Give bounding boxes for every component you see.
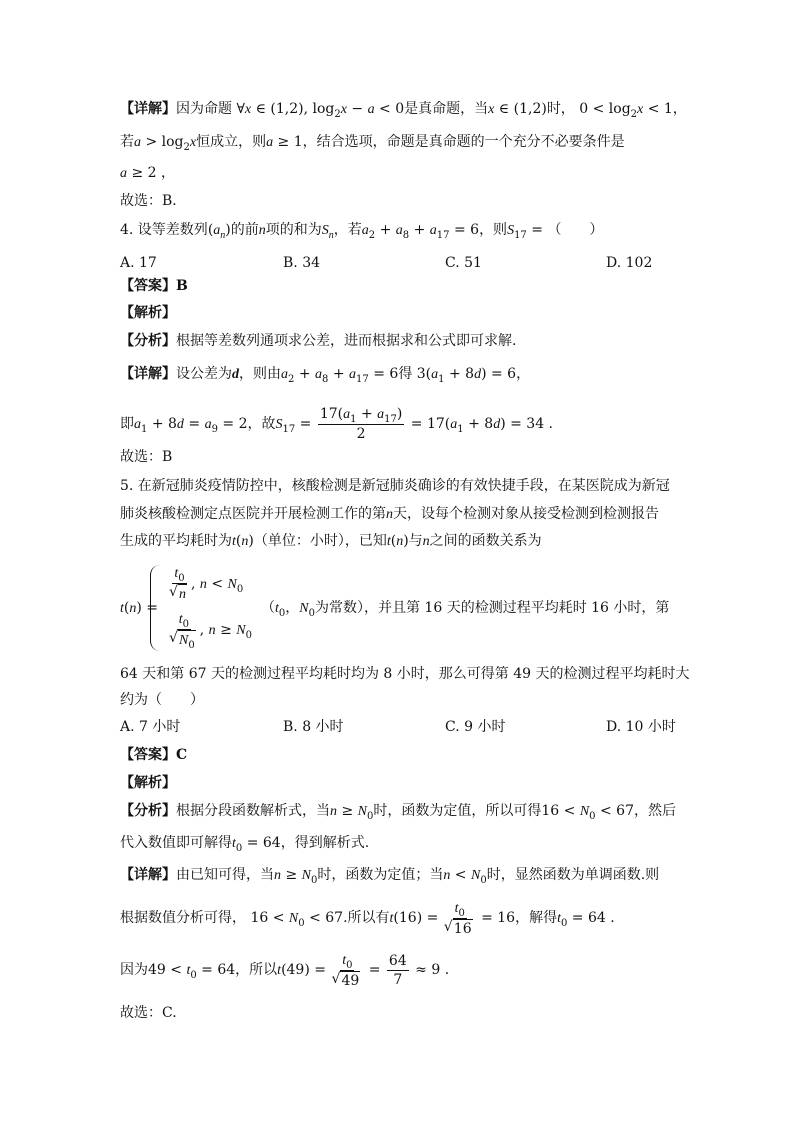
text: 是真命题，当 <box>404 101 489 117</box>
q5-analysis-line-1: 【分析】根据分段函数解析式，当$n \ge N_0$时，函数为定值，所以可得$16 < N_0 < 67$，然后 <box>120 803 676 822</box>
q5-detail-line-1: 【详解】由已知可得，当$n \ge N_0$时，函数为定值；当$n < N_0$时，显然函数为单调函数.则 <box>120 867 660 886</box>
text: 的前 <box>230 222 259 238</box>
text: 时， <box>546 101 575 117</box>
q4-analysis <box>120 331 516 351</box>
text: 时，函数为定值，所以可得 <box>373 803 542 819</box>
text: 设公差为 <box>176 366 232 382</box>
q5-function-lhs: t(n) = <box>120 600 159 616</box>
text: 根据数值分析可得， <box>120 910 246 926</box>
text: ，结合选项，命题是真命题的一个充分不必要条件是 <box>302 134 625 150</box>
text: 与 <box>408 533 423 549</box>
q5-condition-note: （$t_0$，$N_0$为常数），并且第 16 天的检测过程平均耗时 16 小时，第 <box>261 600 670 619</box>
q3-detail-line-3: a ≥ 2 ， <box>120 165 175 181</box>
q4-option-c: C. 51 <box>445 255 482 271</box>
text: 若 <box>120 134 134 150</box>
q4-option-a: A. 17 <box>120 255 157 271</box>
text: 肺炎核酸检测定点医院并开展检测工作的第 <box>120 506 386 522</box>
text: ，则 <box>479 222 508 238</box>
text: 为常数），并且第 16 天的检测过程平均耗时 16 小时，第 <box>314 600 670 616</box>
text: 因为命题 <box>176 101 232 117</box>
q4-detail-line-2: 即$a_1 + 8d = a_9 = 2$，故$S_{17}$ = $\frac{17(a_1 + a_{17})}{2}$ = $17(a_1 + 8d) = 34$ . <box>120 406 554 442</box>
q4-option-b: B. 34 <box>283 255 321 271</box>
text: ，故 <box>247 416 276 432</box>
q5-case-2: $t_0$ √ $N_0$ , $n \ge N_0$ <box>168 610 252 650</box>
text: 因为 <box>120 962 148 978</box>
text: 生成的平均耗时为 <box>120 533 232 549</box>
piecewise-brace <box>150 565 163 651</box>
q3-detail-line-1: 【详解】因为命题 ∀x ∈ (1,2), $\log_2x - a < 0$是真命题，当x ∈ (1,2)时， $0 < \log_2x < 1$， <box>120 101 687 120</box>
detail-label: 【详解】 <box>120 366 176 382</box>
q5-analysis-line-2: 代入数值即可解得$t_0 = 64$，得到解析式. <box>120 835 370 854</box>
q4-detail-line-1: 【详解】设公差为d，则由$a_2 + a_8 + a_{17} = 6$得 $3(a_1 + 8d) = 6$， <box>120 366 531 385</box>
text: ，得到解析式. <box>280 835 370 851</box>
text: 天，设每个检测对象从接受检测到检测报告 <box>393 506 659 522</box>
q5-answer: 【答案】C <box>120 747 188 763</box>
q4-option-d: D. 102 <box>606 255 653 271</box>
text: 得 <box>398 366 413 382</box>
q4-answer: 【答案】B <box>120 278 188 294</box>
detail-label: 【详解】 <box>120 101 176 117</box>
text: 之间的函数关系为 <box>429 533 542 549</box>
q5-case-1: $t_0$ √ n , $n < N_0$ <box>168 564 243 604</box>
q3-detail-line-2: 若$a > \log_2x$恒成立，则a ≥ 1，结合选项，命题是真命题的一个充分不必要条件是 <box>120 134 625 153</box>
detail-label: 【详解】 <box>120 867 176 883</box>
q5-option-d: D. 10 小时 <box>606 719 676 735</box>
q5-detail-line-3: 因为$49 < t_0 = 64$，所以t(49) = $t_0$ √ 49 = $\frac{64}{7}$ ≈ 9 . <box>120 950 449 991</box>
text: ，所以 <box>235 962 278 978</box>
text: ， <box>285 600 300 616</box>
text: 根据分段函数解析式，当 <box>176 803 330 819</box>
text: （ ） <box>547 222 604 238</box>
text: 时，显然函数为单调函数.则 <box>486 867 660 883</box>
text: .所以有 <box>343 910 390 926</box>
q5-stem-3: 生成的平均耗时为t(n)（单位：小时），已知t(n)与n之间的函数关系为 <box>120 533 542 549</box>
text: 根据等差数列通项求公差，进而根据求和公式即可求解. <box>176 333 517 349</box>
q4-stem: 4. 设等差数列$(a_n)$的前n项的和为$S_n$，若$a_2 + a_8 + a_{17} = 6$，则$S_{17}$ = （ ） <box>120 222 604 241</box>
text: 项的和为 <box>265 222 322 238</box>
q5-option-c: C. 9 小时 <box>445 719 506 735</box>
analysis-label: 【分析】 <box>120 803 176 819</box>
text: （ <box>261 600 275 616</box>
q5-detail-line-2: 根据数值分析可得， $16 < N_0 < 67$.所以有t(16) = $t_0$ √ 16 = 16，解得$t_0 = 64$ . <box>120 898 615 939</box>
text: 恒成立，则 <box>196 134 267 150</box>
text: 即 <box>120 416 134 432</box>
q4-final: 故选：B <box>120 449 173 465</box>
q5-option-b: B. 8 小时 <box>283 719 344 735</box>
text: 由已知可得，当 <box>176 867 274 883</box>
q5-option-a: A. 7 小时 <box>120 719 181 735</box>
analysis-label: 【分析】 <box>120 333 176 349</box>
text: ，则由 <box>239 366 281 382</box>
text: 代入数值即可解得 <box>120 835 232 851</box>
q5-analysis-title: 【解析】 <box>120 775 176 791</box>
q5-stem-5: 64 天和第 67 天的检测过程平均耗时均为 8 小时，那么可得第 49 天的检测过程平均耗时大 <box>120 666 690 682</box>
q5-stem-2: 肺炎核酸检测定点医院并开展检测工作的第n天，设每个检测对象从接受检测到检测报告 <box>120 506 659 522</box>
q5-stem-1: 5. 在新冠肺炎疫情防控中，核酸检测是新冠肺炎确诊的有效快捷手段，在某医院成为新冠 <box>120 478 670 494</box>
q5-stem-6: 约为（ ） <box>120 692 204 708</box>
text: ，若 <box>333 222 362 238</box>
q4-analysis-title: 【解析】 <box>120 305 176 321</box>
text: （单位：小时），已知 <box>253 533 387 549</box>
text: 时，函数为定值；当 <box>317 867 444 883</box>
text: ，解得 <box>515 910 558 926</box>
text: 4. 设等差数列 <box>120 222 208 238</box>
q5-final: 故选：C. <box>120 1005 177 1021</box>
q3-answer: 故选：B． <box>120 193 187 209</box>
text: ，然后 <box>633 803 676 819</box>
